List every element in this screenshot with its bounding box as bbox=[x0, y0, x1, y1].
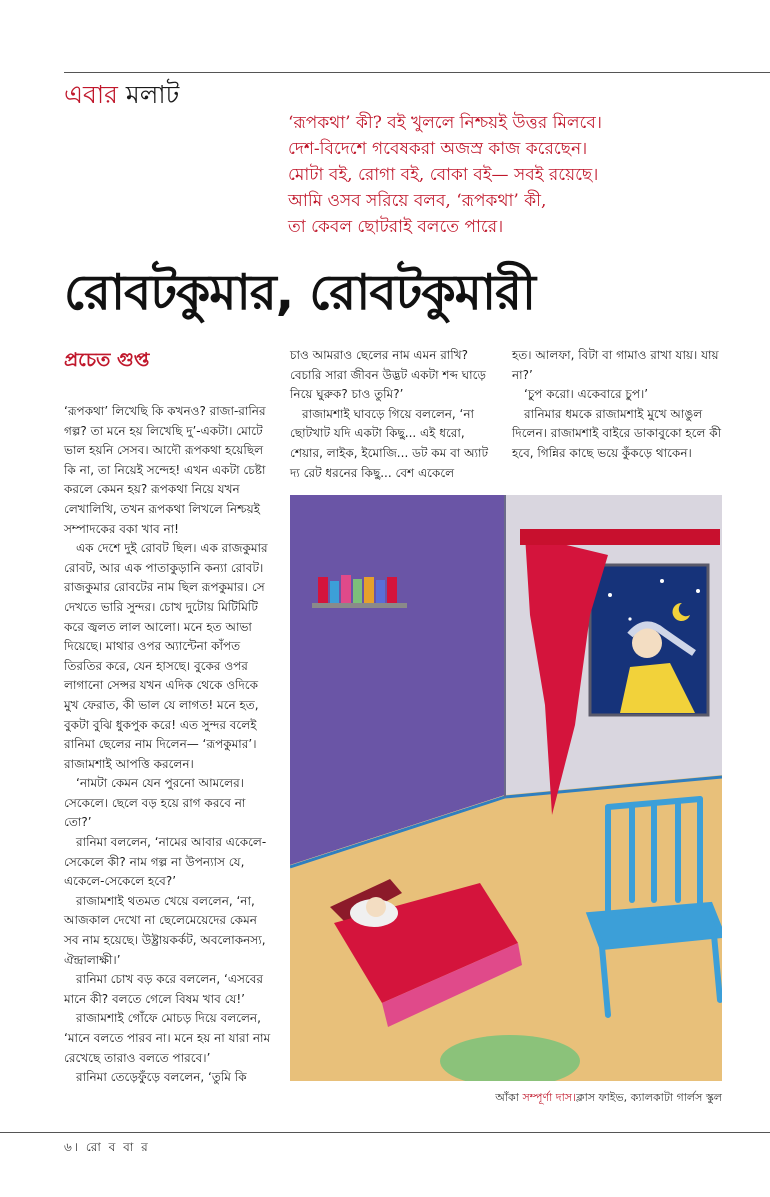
book bbox=[341, 575, 351, 603]
paragraph: রানিমা বললেন, ‘নামের আবার একেলে-সেকেলে কী? নাম গল্প না উপন্যাস যে, একেলে-সেকেলে হবে?’ bbox=[64, 835, 267, 889]
section-label-part2: মলাট bbox=[125, 80, 180, 109]
bedroom-drawing bbox=[290, 495, 722, 1081]
author-name: প্রচেত গুপ্ত bbox=[64, 349, 150, 371]
intro-line: মোটা বই, রোগা বই, বোকা বই— সবই রয়েছে। bbox=[288, 165, 599, 185]
book bbox=[364, 577, 374, 603]
shelf-board bbox=[312, 603, 407, 608]
text-column-2 bbox=[290, 346, 498, 483]
paragraph: চাও আমরাও ছেলের নাম এমন রাখি? বেচারি সারা জীবন উদ্ভট একটা শব্দ ঘাড়ে নিয়ে ঘুরুক? চাও তুমি?’ bbox=[290, 348, 486, 402]
story-illustration bbox=[290, 495, 722, 1081]
book bbox=[353, 579, 362, 603]
intro-line: দেশ-বিদেশে গবেষকরা অজস্র কাজ করেছেন। bbox=[288, 139, 588, 159]
credit-prefix: আঁকা bbox=[495, 1091, 519, 1104]
paragraph: ‘চুপ করো। একেবারে চুপ।’ bbox=[524, 387, 649, 402]
section-label bbox=[64, 80, 179, 110]
star-icon bbox=[608, 593, 612, 597]
page-footer: ৬। রো ব বা র bbox=[64, 1140, 150, 1154]
paragraph: রানিমার ধমকে রাজামশাই মুখে আঙুল দিলেন। রাজামশাই বাইরে ডাকাবুকো হলে কী হবে, গিন্নির কাছে ভয়ে কুঁকড়ে থাকেন। bbox=[512, 406, 722, 460]
paragraph: ‘নামটা কেমন যেন পুরনো আমলের। সেকেলে। ছেলে বড় হয়ে রাগ করবে না তো?’ bbox=[64, 776, 246, 830]
paragraph: হত। আলফা, বিটা বা গামাও রাখা যায়। যায় না?’ bbox=[512, 348, 719, 382]
intro-line: আমি ওসব সরিয়ে বলব, ‘রূপকথা’ কী, bbox=[288, 191, 547, 211]
credit-artist: সম্পূর্ণা দাস। bbox=[522, 1091, 576, 1104]
credit-school: ক্লাস ফাইভ, ক্যালকাটা গার্লস স্কুল bbox=[575, 1091, 722, 1104]
book bbox=[318, 577, 328, 603]
intro-line: তা কেবল ছোটরাই বলতে পারে। bbox=[288, 217, 504, 237]
section-label-part1: এবার bbox=[64, 80, 118, 109]
intro-line: ‘রূপকথা’ কী? বই খুললে নিশ্চয়ই উত্তর মিলবে। bbox=[288, 113, 602, 133]
bottom-rule bbox=[0, 1132, 770, 1133]
paragraph: রাজামশাই গোঁফে মোচড় দিয়ে বললেন, ‘মানে বলতে পারব না। মনে হয় না যারা নাম রেখেছে তারাও বলতে পারবে।’ bbox=[64, 1011, 271, 1065]
paragraph: রানিমা চোখ বড় করে বললেন, ‘এসবের মানে কী? বলতে গেলে বিষম খাব যে!’ bbox=[64, 972, 263, 1006]
book bbox=[376, 580, 385, 603]
top-rule bbox=[64, 72, 770, 73]
text-column-1 bbox=[64, 402, 272, 1088]
paragraph: রাজামশাই ঘাবড়ে গিয়ে বললেন, ‘না ছোটখাট যদি একটা কিছু... এই ধরো, শেয়ার, লাইক, ইমোজি... ডট কম বা অ্যাট দ্য রেট ধরনের কিছু... বেশ একেলে bbox=[290, 406, 488, 480]
story-headline: রোবটকুমার, রোবটকুমারী bbox=[64, 264, 536, 321]
sleeping-child-face bbox=[366, 897, 386, 917]
illustration-credit bbox=[290, 1090, 722, 1106]
paragraph: ‘রূপকথা’ লিখেছি কি কখনও? রাজা-রানির গল্প? তা মনে হয় লিখেছি দু’-একটা। মোটে ভাল হয়নি সেসব। আদৌ রূপকথা হয়েছিল কি না, তা নিয়েই সন্দেহ! এখন একটা চেষ্টা করলে কেমন হয়? রূপকথা নিয়ে যখন লেখালিখি, তখন রূপকথা লিখলে নিশ্চয়ই সম্পাদকের বকা খাব না! bbox=[64, 404, 266, 536]
paragraph: রানিমা তেড়েফুঁড়ে বললেন, ‘তুমি কি bbox=[76, 1070, 247, 1085]
paragraph: রাজামশাই থতমত খেয়ে বললেন, ‘না, আজকাল দেখো না ছেলেমেয়েদের কেমন সব নাম হয়েছে। উষ্ট্রায়কর্কট, অবলোকনস্য, ঐন্দ্রালাক্ষী।’ bbox=[64, 893, 266, 967]
paragraph: এক দেশে দুই রোবট ছিল। এক রাজকুমার রোবট, আর এক পাতাকুড়ানি কন্যা রোবট। রাজকুমার রোবটের নাম ছিল রূপকুমার। সে দেখতে ভারি সুন্দর। চোখ দুটোয় মিটিমিটি করে জ্বলত লাল আলো। মনে হত আভা দিয়েছে। মাথার ওপর অ্যান্টেনা কাঁপত তিরতির করে, যেন হাসছে। বুকের ওপর লাগানো সেন্সর যখন এদিক থেকে ওদিকে মুখ ফেরাত, কী ভাল যে লাগত! মনে হত, বুকটা বুঝি ধুকপুক করে! এত সুন্দর বলেই রানিমা ছেলের নাম দিলেন— ‘রূপকুমার’। রাজামশাই আপত্তি করলেন। bbox=[64, 541, 268, 771]
intro-text bbox=[288, 110, 708, 240]
book bbox=[330, 581, 339, 603]
curtain-pelmet bbox=[520, 529, 720, 545]
text-column-3 bbox=[512, 346, 724, 464]
star-icon bbox=[628, 617, 631, 620]
book bbox=[387, 577, 397, 603]
star-icon bbox=[660, 579, 664, 583]
star-icon bbox=[696, 589, 700, 593]
